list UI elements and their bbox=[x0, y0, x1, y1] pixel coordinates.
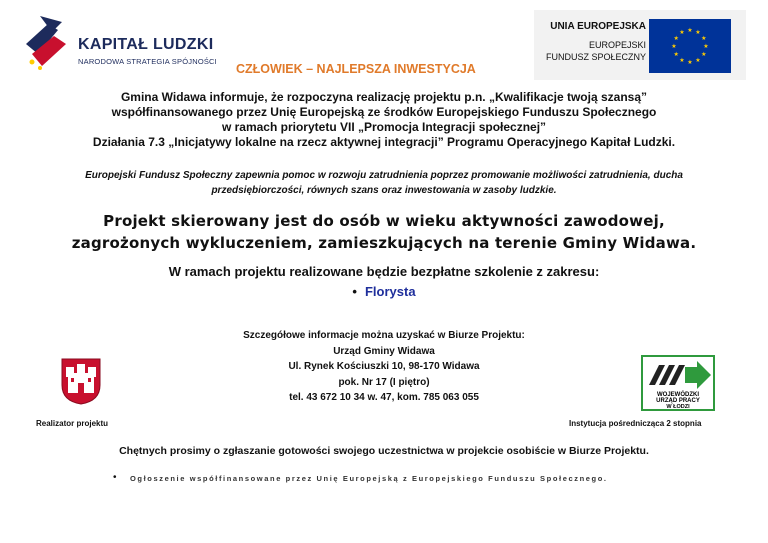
bullet-icon: • bbox=[113, 472, 117, 483]
wup-line3: W ŁODZI bbox=[666, 404, 690, 410]
intro-line: Działania 7.3 „Inicjatywy lokalne na rzecz aktywnej integracji” Programu Operacyjnego Kapitał Ludzki. bbox=[92, 135, 676, 149]
contact-line: Szczegółowe informacje można uzyskać w Biurze Projektu: bbox=[243, 330, 525, 341]
wup-line1: WOJEWÓDZKI bbox=[657, 392, 699, 398]
contact-line: pok. Nr 17 (I piętro) bbox=[338, 376, 430, 388]
eu-star-icon: ★ bbox=[703, 44, 709, 50]
slogan: CZŁOWIEK – NAJLEPSZA INWESTYCJA bbox=[236, 62, 476, 76]
eu-label-line2: EUROPEJSKI bbox=[588, 40, 646, 50]
eu-star-icon: ★ bbox=[687, 28, 693, 34]
eu-star-icon: ★ bbox=[695, 57, 701, 64]
invite-text: Chętnych prosimy o zgłaszanie gotowości swojego uczestnictwa w projekcie osobiście w Biurze Projektu. bbox=[119, 445, 649, 457]
footnote-text: Ogłoszenie współfinansowane przez Unię Europejską z Europejskiego Funduszu Społecznego. bbox=[130, 474, 608, 483]
eu-star-icon: ★ bbox=[671, 44, 677, 50]
eu-star-icon: ★ bbox=[673, 36, 679, 42]
widawa-crest-icon bbox=[60, 357, 102, 405]
course-item bbox=[0, 284, 768, 299]
target-line: zagrożonych wykluczeniem, zamieszkujących na terenie Gminy Widawa. bbox=[71, 234, 697, 252]
kapital-ludzki-subtitle: NARODOWA STRATEGIA SPÓJNOŚCI bbox=[78, 57, 217, 66]
training-heading: W ramach projektu realizowane będzie bezpłatne szkolenie z zakresu: bbox=[168, 264, 600, 279]
eu-star-icon: ★ bbox=[687, 60, 693, 66]
wup-line2: URZĄD PRACY bbox=[656, 398, 700, 404]
target-group bbox=[0, 210, 768, 254]
contact-line: tel. 43 672 10 34 w. 47, kom. 785 063 055 bbox=[289, 392, 479, 403]
realizator-label: Realizator projektu bbox=[36, 419, 109, 428]
kapital-ludzki-title: KAPITAŁ LUDZKI bbox=[78, 36, 214, 53]
wup-lodz-logo bbox=[641, 355, 715, 411]
intro-line: Gmina Widawa informuje, że rozpoczyna realizację projektu p.n. „Kwalifikacje twoją szansą” bbox=[120, 90, 648, 104]
contact-line: Urząd Gminy Widawa bbox=[333, 345, 435, 357]
target-line: Projekt skierowany jest do osób w wieku aktywności zawodowej, bbox=[103, 212, 665, 230]
eu-star-icon: ★ bbox=[673, 52, 679, 58]
posredniczaca-label: Instytucja pośrednicząca 2 stopnia bbox=[569, 419, 702, 428]
efs-line: Europejski Fundusz Społeczny zapewnia pomoc w rozwoju zatrudnienia poprzez promowanie możliwości zatrudnienia, ducha bbox=[85, 170, 683, 181]
eu-star-icon: ★ bbox=[679, 30, 685, 37]
eu-star-icon: ★ bbox=[695, 30, 701, 37]
course-name: Florysta bbox=[364, 284, 416, 299]
efs-line: przedsiębiorczości, równych szans oraz inwestowania w zasoby ludzkie. bbox=[211, 185, 557, 196]
intro-paragraph bbox=[0, 90, 768, 150]
eu-star-icon: ★ bbox=[701, 52, 707, 58]
eu-star-icon: ★ bbox=[701, 36, 707, 42]
eu-label-line1: UNIA EUROPEJSKA bbox=[550, 21, 646, 32]
efs-statement bbox=[0, 168, 768, 198]
intro-line: współfinansowanego przez Unię Europejską ze środków Europejskiego Funduszu Społecznego bbox=[111, 105, 657, 119]
eu-flag-icon bbox=[649, 19, 731, 73]
contact-line: Ul. Rynek Kościuszki 10, 98-170 Widawa bbox=[288, 361, 480, 372]
bullet-icon: • bbox=[352, 284, 357, 299]
eu-star-icon: ★ bbox=[679, 57, 685, 64]
intro-line: w ramach priorytetu VII „Promocja Integracji społecznej” bbox=[221, 120, 547, 134]
eu-label-line3: FUNDUSZ SPOŁECZNY bbox=[545, 52, 646, 62]
